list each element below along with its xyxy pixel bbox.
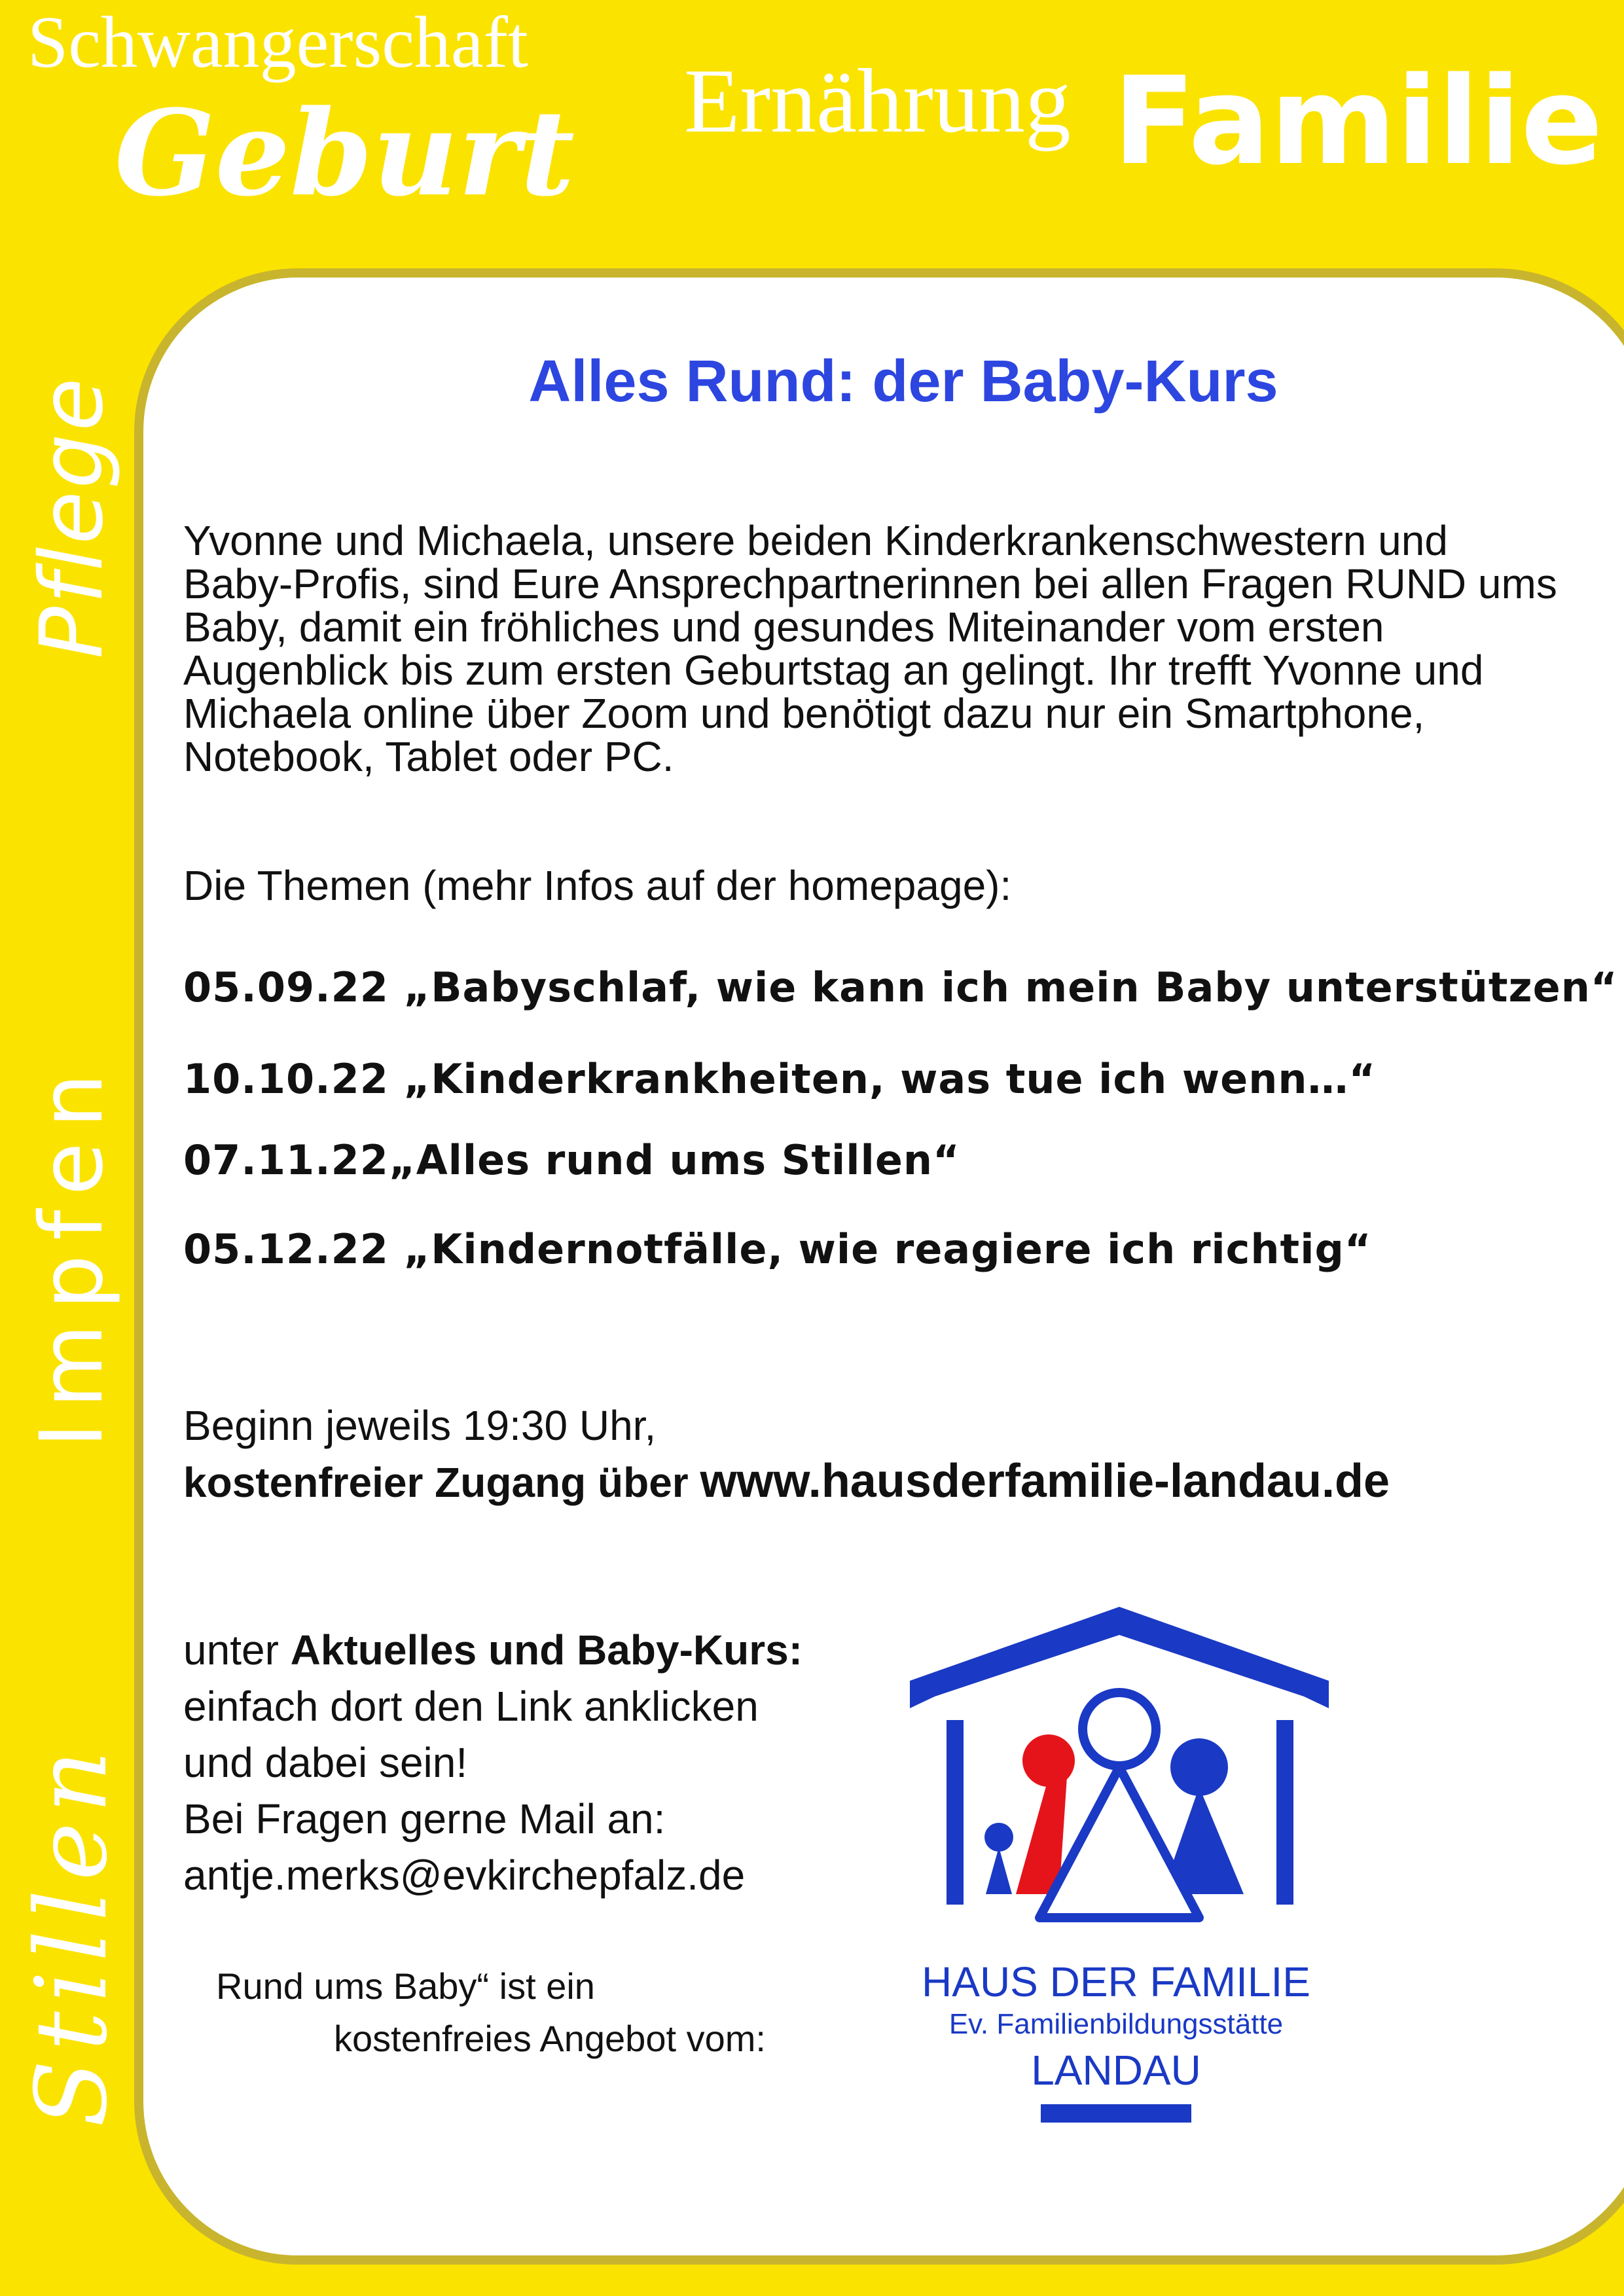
header-word-schwangerschaft: Schwangerschaft [27, 2, 529, 83]
header-word-geburt: Geburt [115, 84, 575, 223]
start-time: Beginn jeweils 19:30 Uhr, [183, 1402, 657, 1449]
logo-subtitle: Ev. Familienbildungsstätte [948, 2008, 1284, 2040]
intro-line: Yvonne und Michaela, unsere beiden Kinderkrankenschwestern und [183, 517, 1448, 564]
intro-line: Augenblick bis zum ersten Geburtstag an gelingt. Ihr trefft Yvonne und [183, 647, 1484, 694]
intro-line: Michaela online über Zoom und benötigt dazu nur ein Smartphone, [183, 690, 1425, 737]
info-line: Bei Fragen gerne Mail an: [183, 1795, 666, 1842]
logo-name: HAUS DER FAMILIE [922, 1958, 1310, 2005]
course-title: Alles Rund: der Baby-Kurs [528, 349, 1278, 414]
info-line: einfach dort den Link anklicken [183, 1683, 759, 1730]
logo-left-wall [947, 1720, 964, 1905]
logo-underline-bar [1041, 2104, 1191, 2123]
intro-line: Notebook, Tablet oder PC. [183, 733, 674, 780]
offer-note-line1: Rund ums Baby“ ist ein [216, 1965, 595, 2007]
topic-item: 07.11.22„Alles rund ums Stillen“ [183, 1136, 960, 1184]
info-line [183, 1622, 803, 1678]
access-prefix: kostenfreier Zugang über [183, 1459, 700, 1506]
topic-item: 05.09.22 „Babyschlaf, wie kann ich mein Baby unterstützen“ [183, 963, 1618, 1011]
website-link[interactable]: www.hausderfamilie-landau.de [700, 1455, 1390, 1507]
intro-paragraph [183, 519, 1557, 778]
side-word-impfen: Impfen [22, 1058, 122, 1448]
logo-small-figure [984, 1823, 1013, 1894]
topic-item: 10.10.22 „Kinderkrankheiten, was tue ich wenn…“ [183, 1055, 1377, 1103]
offer-note-line2: kostenfreies Angebot vom: [334, 2018, 766, 2059]
email-link[interactable]: antje.merks@evkirchepfalz.de [183, 1852, 746, 1899]
haus-der-familie-logo [903, 1604, 1335, 2009]
intro-line: Baby-Profis, sind Eure Ansprechpartnerinnen bei allen Fragen RUND ums [183, 560, 1557, 607]
info-prefix: unter [183, 1626, 291, 1674]
side-word-stillen: Stillen [15, 1740, 129, 2128]
themes-label: Die Themen (mehr Infos auf der homepage): [183, 862, 1012, 909]
info-bold: Aktuelles und Baby-Kurs: [290, 1626, 803, 1674]
logo-city: LANDAU [1031, 2047, 1201, 2094]
topic-item: 05.12.22 „Kindernotfälle, wie reagiere ich richtig“ [183, 1225, 1372, 1273]
intro-line: Baby, damit ein fröhliches und gesundes Miteinander vom ersten [183, 603, 1384, 651]
info-line: und dabei sein! [183, 1739, 468, 1786]
side-word-pflege: Pflege [22, 375, 122, 659]
logo-right-wall [1276, 1720, 1293, 1905]
info-block [183, 1622, 803, 1903]
header-word-familie: Familie [1113, 50, 1603, 192]
access-line [183, 1452, 1390, 1512]
header-word-ernaehrung: Ernährung [684, 50, 1071, 152]
